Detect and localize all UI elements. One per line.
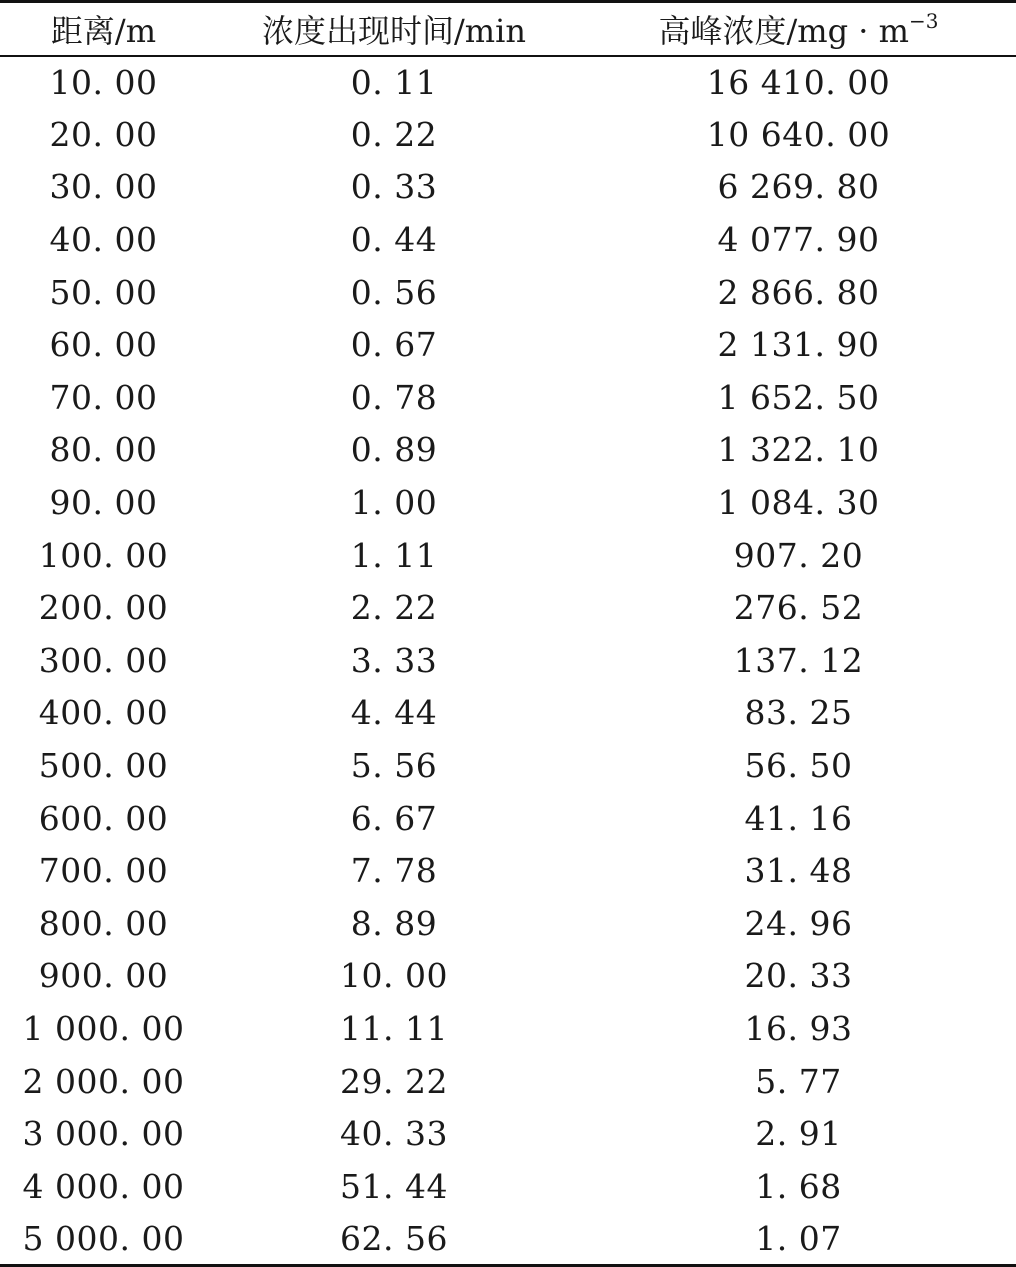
cell-distance: 10. 00	[49, 62, 158, 102]
cell-time: 0. 56	[350, 272, 438, 312]
table-body	[0, 56, 1016, 1266]
cell-distance: 700. 00	[38, 851, 169, 891]
cell-distance: 2 000. 00	[22, 1061, 185, 1101]
cell-time: 0. 44	[350, 220, 438, 260]
table-row	[0, 1160, 1016, 1213]
header-peak-exponent: −3	[909, 8, 939, 33]
table-row	[0, 792, 1016, 845]
cell-peak-concentration: 907. 20	[733, 535, 864, 575]
table-row	[0, 213, 1016, 266]
table-row	[0, 687, 1016, 740]
table-header	[0, 2, 1016, 56]
cell-distance: 20. 00	[49, 114, 158, 154]
cell-peak-concentration: 4 077. 90	[717, 220, 880, 260]
cell-peak-concentration: 6 269. 80	[717, 167, 880, 207]
table-row	[0, 1213, 1016, 1266]
cell-peak-concentration: 83. 25	[744, 693, 853, 733]
cell-peak-concentration: 2 131. 90	[717, 325, 880, 365]
header-distance: 距离/m	[0, 2, 207, 56]
table-row	[0, 476, 1016, 529]
table-row	[0, 1055, 1016, 1108]
cell-peak-concentration: 16. 93	[744, 1008, 853, 1048]
cell-peak-concentration: 24. 96	[744, 903, 853, 943]
table-row	[0, 424, 1016, 477]
cell-peak-concentration: 1 652. 50	[717, 377, 880, 417]
cell-peak-concentration: 2 866. 80	[717, 272, 880, 312]
cell-distance: 500. 00	[38, 746, 169, 786]
cell-time: 8. 89	[350, 903, 438, 943]
table-row	[0, 108, 1016, 161]
header-row	[0, 2, 1016, 56]
cell-distance: 60. 00	[49, 325, 158, 365]
cell-distance: 4 000. 00	[22, 1166, 185, 1206]
cell-time: 7. 78	[350, 851, 438, 891]
cell-distance: 900. 00	[38, 956, 169, 996]
table-row	[0, 739, 1016, 792]
table-row	[0, 581, 1016, 634]
cell-time: 0. 78	[350, 377, 438, 417]
table-row	[0, 529, 1016, 582]
cell-distance: 400. 00	[38, 693, 169, 733]
cell-distance: 3 000. 00	[22, 1114, 185, 1154]
cell-distance: 800. 00	[38, 903, 169, 943]
table-row	[0, 950, 1016, 1003]
cell-peak-concentration: 137. 12	[733, 640, 864, 680]
cell-peak-concentration: 20. 33	[744, 956, 853, 996]
cell-peak-concentration: 2. 91	[755, 1114, 842, 1154]
cell-distance: 80. 00	[49, 430, 158, 470]
cell-peak-concentration: 41. 16	[744, 798, 853, 838]
cell-distance: 1 000. 00	[22, 1008, 185, 1048]
cell-time: 1. 00	[350, 483, 438, 523]
cell-distance: 50. 00	[49, 272, 158, 312]
cell-time: 6. 67	[350, 798, 438, 838]
cell-time: 0. 11	[350, 62, 438, 102]
cell-distance: 40. 00	[49, 220, 158, 260]
header-time: 浓度出现时间/min	[207, 2, 581, 56]
cell-peak-concentration: 16 410. 00	[706, 62, 891, 102]
table-row	[0, 56, 1016, 109]
table-row	[0, 844, 1016, 897]
cell-distance: 5 000. 00	[0, 1213, 207, 1266]
cell-distance: 300. 00	[38, 640, 169, 680]
table-row	[0, 1002, 1016, 1055]
header-peak-concentration	[581, 2, 1016, 56]
table-row	[0, 318, 1016, 371]
table-row	[0, 1107, 1016, 1160]
table-row	[0, 634, 1016, 687]
cell-time: 2. 22	[350, 588, 438, 628]
cell-peak-concentration: 1. 68	[755, 1166, 842, 1206]
header-peak-label: 高峰浓度/mg · m	[658, 11, 909, 50]
cell-time: 62. 56	[207, 1213, 581, 1266]
cell-peak-concentration: 56. 50	[744, 746, 853, 786]
table-row	[0, 371, 1016, 424]
cell-peak-concentration: 276. 52	[733, 588, 864, 628]
cell-time: 4. 44	[350, 693, 438, 733]
cell-distance: 200. 00	[38, 588, 169, 628]
cell-time: 0. 89	[350, 430, 438, 470]
cell-time: 11. 11	[340, 1008, 448, 1048]
cell-peak-concentration: 1 322. 10	[717, 430, 880, 470]
cell-time: 0. 22	[350, 114, 438, 154]
table-row	[0, 897, 1016, 950]
cell-peak-concentration: 1. 07	[581, 1213, 1016, 1266]
cell-time: 40. 33	[340, 1114, 448, 1154]
cell-distance: 100. 00	[38, 535, 169, 575]
table-row	[0, 161, 1016, 214]
cell-distance: 90. 00	[49, 483, 158, 523]
cell-time: 1. 11	[350, 535, 438, 575]
cell-peak-concentration: 5. 77	[755, 1061, 842, 1101]
cell-time: 51. 44	[340, 1166, 448, 1206]
cell-time: 10. 00	[340, 956, 448, 996]
cell-time: 29. 22	[340, 1061, 448, 1101]
cell-peak-concentration: 1 084. 30	[717, 483, 880, 523]
cell-time: 0. 33	[350, 167, 438, 207]
table-row	[0, 266, 1016, 319]
cell-time: 3. 33	[350, 640, 438, 680]
cell-distance: 600. 00	[38, 798, 169, 838]
cell-distance: 70. 00	[49, 377, 158, 417]
cell-peak-concentration: 10 640. 00	[706, 114, 891, 154]
cell-distance: 30. 00	[49, 167, 158, 207]
cell-peak-concentration: 31. 48	[744, 851, 853, 891]
cell-time: 0. 67	[350, 325, 438, 365]
cell-time: 5. 56	[350, 746, 438, 786]
